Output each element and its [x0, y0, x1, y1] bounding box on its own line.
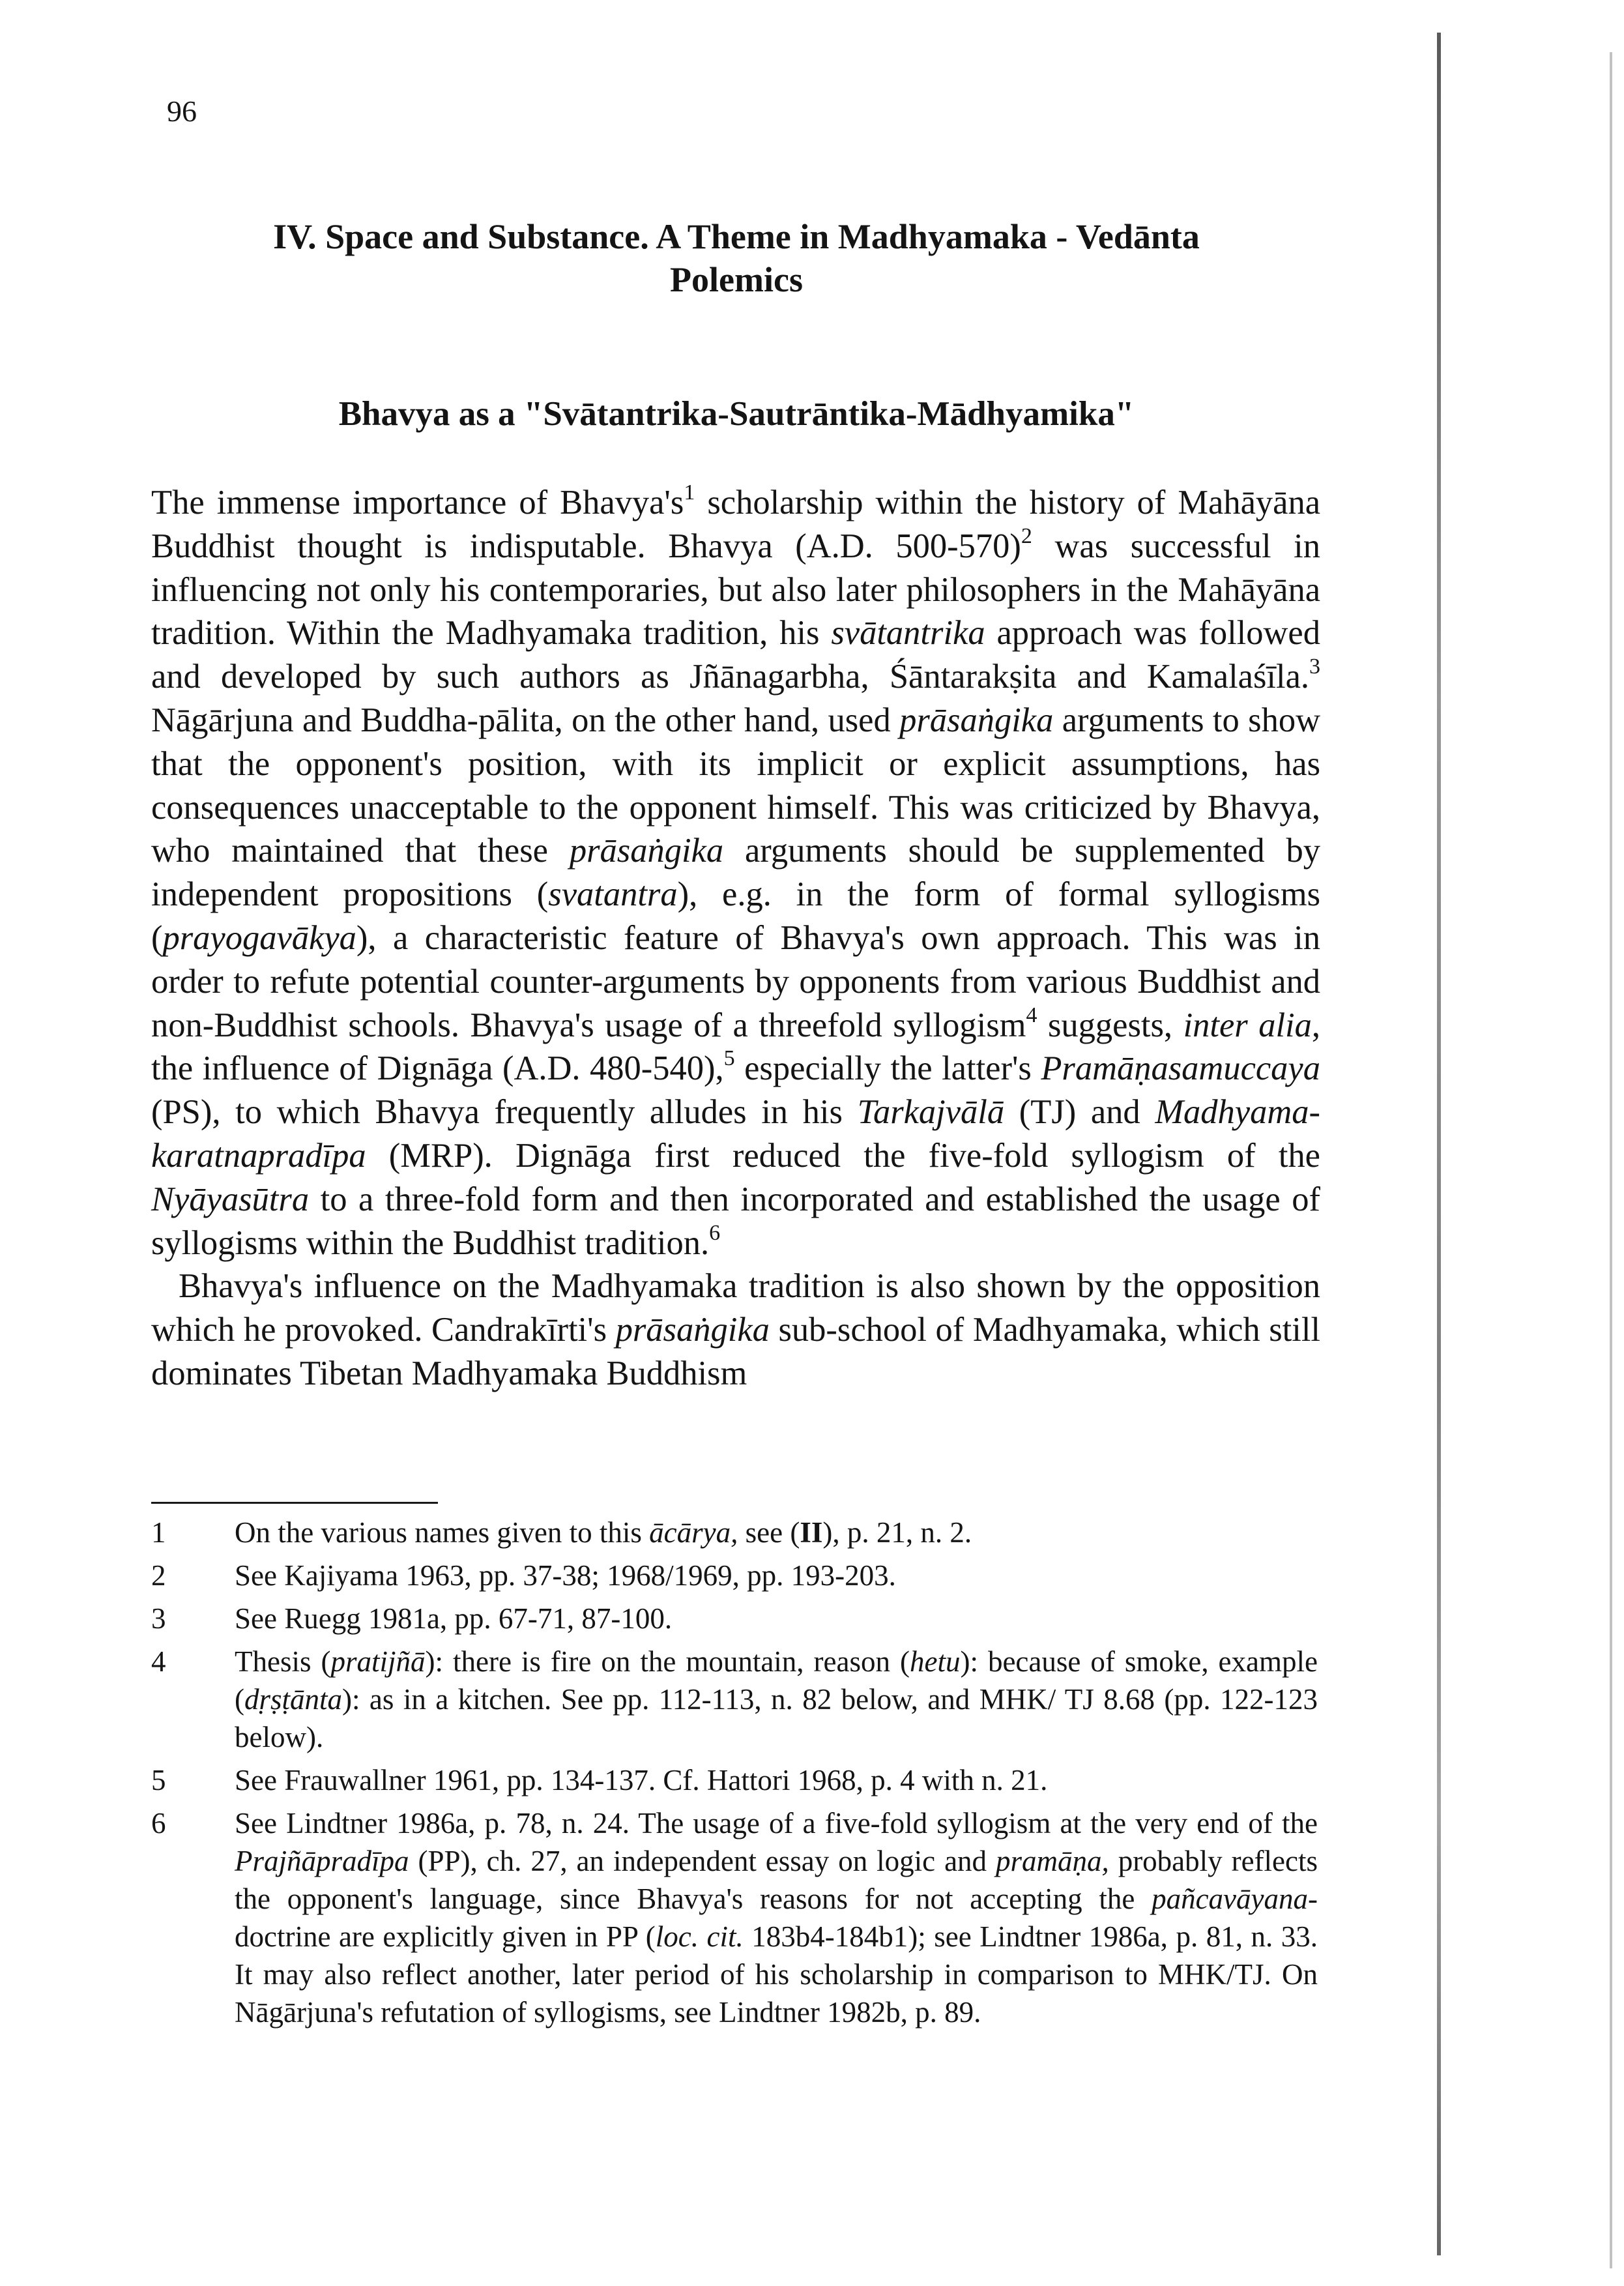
footnote-ref: 2 — [1021, 523, 1032, 548]
text-run: ): as in a kitchen. See pp. 112-113, n. 82 below, and MHK/ TJ 8.68 (pp. 122-123 below). — [235, 1683, 1318, 1753]
text-run: sub-school of Madhyamaka, which still dominates Tibetan Madhyamaka Buddhism — [151, 1311, 1320, 1392]
text-run: approach was followed and developed by such authors as Jñānagarbha, Śāntarakṣita and Kamalaśīla. — [151, 614, 1320, 696]
footnote-ref: 1 — [684, 480, 695, 505]
body-text — [151, 481, 1320, 1396]
text-run: ): because of smoke, example ( — [235, 1645, 1318, 1716]
text-run: (PS), to which Bhavya frequently alludes in his — [151, 1093, 858, 1132]
text-run: probably reflects the opponent's language, since Bhavya's reasons for not accepting the — [235, 1845, 1318, 1915]
text-run: (MRP). Dignāga first reduced the five-fold syllogism of the — [366, 1136, 1320, 1175]
bold-ref: II — [800, 1516, 823, 1549]
italic-term: Tarkajvālā — [857, 1093, 1005, 1132]
text-run: See Ruegg 1981a, pp. 67-71, 87-100. — [235, 1602, 673, 1635]
scan-edge-shadow — [1437, 33, 1441, 2255]
italic-term: pratijñā — [330, 1645, 426, 1678]
paragraph — [151, 481, 1320, 1265]
footnote — [151, 1557, 1318, 1594]
text-run: scholarship within the history of Mahāyāna Buddhist thought is indisputable. Bhavya (A.D. 500-570) — [151, 484, 1320, 565]
text-run: suggests, — [1037, 1006, 1183, 1044]
italic-term: pañcavāyana — [1152, 1883, 1308, 1915]
text-run: See Kajiyama 1963, pp. 37-38; 1968/1969, pp. 193-203. — [235, 1559, 896, 1592]
text-run: ), a characteristic feature of Bhavya's own approach. This was in order to refute potential counter-arguments by opponents from various Buddhist and non-Buddhist schools. Bhavya's usage of a threefold syllogism — [151, 918, 1320, 1044]
footnote-text — [235, 1600, 1318, 1637]
footnote-number: 1 — [151, 1516, 166, 1549]
chapter-title — [196, 215, 1277, 301]
text-run: -doctrine are explicitly given in PP ( — [235, 1883, 1318, 1953]
text-run: On the various names given to this — [235, 1516, 650, 1549]
italic-term: inter alia — [1183, 1006, 1312, 1044]
footnote-text — [235, 1761, 1318, 1799]
text-run: Nāgārjuna and Buddha-pālita, on the other hand, used — [151, 701, 900, 739]
italic-term: loc. cit. — [655, 1920, 744, 1953]
scan-edge-shadow-outer — [1610, 52, 1612, 2268]
footnote — [151, 1761, 1318, 1799]
text-run: , the influence of Dignāga (A.D. 480-540), — [151, 1006, 1321, 1088]
footnote-text — [235, 1643, 1318, 1756]
text-run: was successful in influencing not only his contemporaries, but also later philosophers in the Mahāyāna tradition. Within the Madhyamaka tradition, his — [151, 527, 1320, 652]
footnotes — [151, 1514, 1318, 2036]
italic-term: pramāṇa, — [995, 1845, 1109, 1877]
italic-term: Madhyama-karatnapradīpa — [151, 1093, 1320, 1175]
italic-term: prāsaṅgika — [899, 701, 1054, 739]
italic-term: svātantrika — [831, 614, 985, 652]
text-run: Bhavya's influence on the Madhyamaka tradition is also shown by the opposition which he provoked. Candrakīrti's — [151, 1267, 1320, 1349]
italic-term: Pramāṇasamuccaya — [1041, 1049, 1320, 1088]
footnote-text — [235, 1514, 1318, 1551]
text-run: See Lindtner 1986a, p. 78, n. 24. The usage of a five-fold syllogism at the very end of the — [235, 1807, 1318, 1839]
text-run: (PP), ch. 27, an independent essay on logic and — [409, 1845, 996, 1877]
italic-term: ācārya, — [649, 1516, 738, 1549]
footnote-text — [235, 1804, 1318, 2031]
footnote-text — [235, 1557, 1318, 1594]
text-run: ), p. 21, n. 2. — [822, 1516, 972, 1549]
italic-term: svatantra — [548, 875, 678, 914]
footnote-ref: 5 — [723, 1046, 735, 1071]
text-run: arguments to show that the opponent's position, with its implicit or explicit assumptions, has consequences unacceptable to the opponent himself. This was criticized by Bhavya, who maintained that these — [151, 701, 1320, 870]
text-run: ): there is fire on the mountain, reason ( — [425, 1645, 910, 1678]
italic-term: prāsaṅgika — [615, 1311, 770, 1349]
footnote — [151, 1804, 1318, 2031]
text-run: ), e.g. in the form of formal syllogisms ( — [151, 875, 1320, 957]
footnote-number: 4 — [151, 1645, 166, 1678]
text-run: arguments should be supplemented by independent propositions ( — [151, 832, 1321, 914]
italic-term: hetu — [909, 1645, 961, 1678]
text-run: The immense importance of Bhavya's — [151, 484, 684, 521]
text-run: especially the latter's — [734, 1049, 1041, 1088]
text-run: to a three-fold form and then incorporated and established the usage of syllogisms within the Buddhist tradition. — [151, 1180, 1320, 1262]
footnote-ref: 3 — [1309, 654, 1320, 679]
footnote-ref: 6 — [709, 1220, 721, 1245]
text-run: see ( — [738, 1516, 800, 1549]
footnote-separator — [151, 1502, 438, 1504]
footnote-ref: 4 — [1026, 1003, 1037, 1027]
italic-term: prāsaṅgika — [569, 832, 724, 870]
text-run: 183b4-184b1); see Lindtner 1986a, p. 81, n. 33. It may also reflect another, later period of his scholarship in comparison to MHK/TJ. On Nāgārjuna's refutation of syllogisms, see Lindtner 1982b, p. 89. — [235, 1920, 1318, 2029]
footnote-number: 3 — [151, 1602, 166, 1635]
footnote — [151, 1514, 1318, 1551]
italic-term: dṛṣṭānta — [244, 1683, 343, 1716]
text-run: Thesis ( — [235, 1645, 331, 1678]
italic-term: Nyāyasūtra — [151, 1180, 310, 1218]
footnote — [151, 1643, 1318, 1756]
text-run: (TJ) and — [1004, 1093, 1155, 1132]
footnote-number: 6 — [151, 1807, 166, 1839]
footnote-number: 2 — [151, 1559, 166, 1592]
section-title: Bhavya as a "Svātantrika-Sautrāntika-Mādhyamika" — [338, 395, 1135, 433]
chapter-title-line-1: IV. Space and Substance. A Theme in Madhyamaka - Vedānta — [273, 217, 1200, 256]
paragraph — [151, 1265, 1320, 1395]
footnote-number: 5 — [151, 1764, 166, 1796]
italic-term: Prajñāpradīpa — [235, 1845, 409, 1877]
text-run: See Frauwallner 1961, pp. 134-137. Cf. Hattori 1968, p. 4 with n. 21. — [235, 1764, 1048, 1796]
footnote — [151, 1600, 1318, 1637]
italic-term: prayogavākya — [162, 918, 356, 957]
page-number: 96 — [167, 95, 197, 128]
chapter-title-line-2: Polemics — [670, 260, 803, 299]
